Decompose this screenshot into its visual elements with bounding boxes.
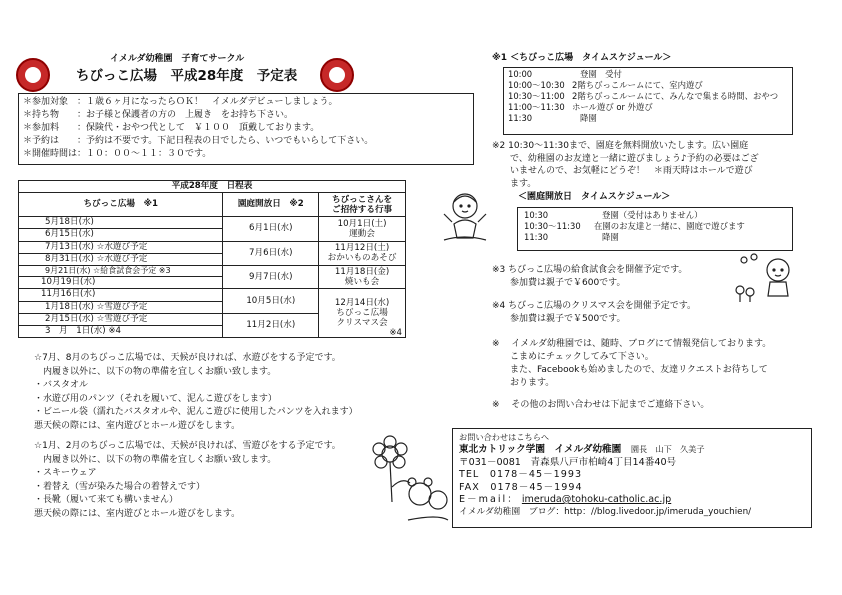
table-row: 5月18日(水) [19, 217, 223, 229]
note-christmas: ※4 ちびっこ広場のクリスマス会を開催予定です。 参加費は親子で￥500です。 [492, 301, 697, 324]
child-illustration [440, 188, 490, 244]
open-day: 6月1日(水) [223, 217, 319, 241]
contact-box [452, 428, 812, 528]
event-sports-day: 10月1日(土) 運動会 [319, 217, 406, 241]
table-row: 11月16日(水) [19, 289, 223, 301]
info-fee: ＊参加料 ：保険代・おやつ代として ￥１００ 頂戴しております。 [23, 123, 320, 133]
contact-principal: 園長 山下 久美子 [630, 444, 705, 455]
table-row: 2月15日(水) ☆雪遊び予定 [19, 313, 223, 325]
table-row: 10月19日(水) [19, 277, 223, 289]
table-row: 8月31日(水) ☆水遊び予定 [19, 253, 223, 265]
open-day: 10月5日(水) [223, 289, 319, 313]
col-header-events: ちびっこさんを ご招待する行事 [319, 193, 406, 217]
blog-label: イメルダ幼稚園 ブログ： [459, 507, 565, 518]
table-row: 9月21日(水) ☆給食試食会予定 ※3 [19, 265, 223, 276]
event-sweet-potato: 11月18日(金) 焼いも会 [319, 265, 406, 289]
contact-heading: お問い合わせはこちらへ [459, 432, 550, 442]
event-christmas: 12月14日(水) ちびっこ広場 クリスマス会 ※4 [319, 289, 406, 338]
note-blog: ※ イメルダ幼稚園では、随時、ブログにて情報発信しております。 こまめにチェックしてみて下さい。 また、Facebookも始めましたので、友達リクエストお待ちして おります。 [492, 339, 772, 388]
schedule-table [18, 180, 406, 338]
table-row: 1月18日(水) ☆雪遊び予定 [19, 301, 223, 313]
kindergarten-logo-right [320, 58, 354, 92]
contact-fax: FAX 0178－45－1994 [459, 481, 583, 493]
open-garden-timetable: 10:30 登園（受付はありません） 10:30～11:30 在園のお友達と一緒に、園庭で遊びます 11:30 降園 [517, 207, 793, 251]
kindergarten-logo-left [16, 58, 50, 92]
page-title: ちびっこ広場 平成28年度 予定表 [76, 68, 298, 84]
col-header-open-day: 園庭開放日 ※2 [223, 193, 319, 217]
table-row: 3 月 1日(水) ※4 [19, 325, 223, 337]
info-reservation: ＊予約は ：予約は不要です。下記日程表の日でしたら、いつでもいらして下さい。 [23, 136, 374, 146]
table-row: 7月13日(水) ☆水遊び予定 [19, 241, 223, 253]
open-day: 9月7日(水) [223, 265, 319, 289]
info-target: ＊参加対象 ：１歳６ヶ月になったらＯＫ！ イメルダデビューしましょう。 [23, 97, 338, 107]
notes-water-play: ☆7月、8月のちびっこ広場では、天候が良ければ、水遊びをする予定です。 内履き以外に、以下の物の準備を宜しくお願い致します。 ・バスタオル ・水遊び用のパンツ（それを履いて、泥んこ遊びをします） ・ビニール袋（濡れたバスタオルや、泥んこ遊びに使用したパンツを入れます） 悪天候の際には、室内遊びとホール遊びをします。 [34, 353, 358, 431]
info-hours: ＊開催時間は：１０：００～１１：３０です。 [23, 149, 212, 159]
note-open-garden: ※2 10:30～11:30まで、園庭を無料開放いたします。広い園庭 で、幼稚園のお友達と一緒に遊びましょう♪予約の必要はござ いませんので、お気軽にどうぞ！ ＊雨天時はホールで遊び ます。 [492, 141, 759, 189]
header-subtitle: イメルダ幼稚園 子育てサークル [110, 54, 245, 64]
blog-link[interactable]: http：//blog.livedoor.jp/imeruda_youchien/ [564, 507, 752, 518]
contact-org: 東北カトリック学園 イメルダ幼稚園 [459, 444, 622, 456]
email-label: E－mail： [459, 494, 519, 506]
open-garden-schedule-title: ＜園庭開放日 タイムスケジュール＞ [518, 192, 671, 202]
hiroba-timetable: 10:00 登園 受付 10:00～10:30 2階ちびっこルームにて、室内遊び 10:30～11:00 2階ちびっこルームにて、みんなで集まる時間、おやつ 11:00～11:30 ホール遊び or 外遊び 11:30 降園 [503, 67, 793, 135]
note-contact: ※ その他のお問い合わせは下記までご連絡下さい。 [492, 400, 710, 410]
open-day: 11月2日(水) [223, 313, 319, 337]
flower-illustration [368, 432, 450, 524]
timeschedule-title: ※1 ＜ちびっこ広場 タイムスケジュール＞ [492, 53, 672, 63]
info-box [18, 93, 474, 165]
notes-snow-play: ☆1月、2月のちびっこ広場では、天候が良ければ、雪遊びをする予定です。 内履き以外に、以下の物の準備を宜しくお願い致します。 ・スキーウェア ・着替え（雪が染みた場合の着替えです） ・長靴（履いて来ても構いません） 悪天候の際には、室内遊びとホール遊びをします。 [34, 441, 341, 519]
note-lunch-tasting: ※3 ちびっこ広場の給食試食会を開催予定です。 参加費は親子で￥600です。 [492, 265, 688, 288]
open-day: 7月6日(水) [223, 241, 319, 265]
col-header-hiroba: ちびっこ広場 ※1 [19, 193, 223, 217]
schedule-caption: 平成28年度 日程表 [19, 181, 406, 193]
table-row: 6月15日(水) [19, 229, 223, 241]
info-belongings: ＊持ち物 ：お子様と保護者の方の 上履き をお持ち下さい。 [23, 110, 294, 120]
email-link[interactable]: imeruda@tohoku-catholic.ac.jp [521, 494, 672, 506]
contact-tel: TEL 0178－45－1993 [459, 469, 583, 481]
event-shopping: 11月12日(土) おかいものあそび [319, 241, 406, 265]
note-marker: ※4 [389, 328, 402, 339]
contact-address: 〒031－0081 青森県八戸市柏崎4丁目14番40号 [459, 456, 677, 468]
child-with-flowers-illustration [730, 252, 806, 302]
